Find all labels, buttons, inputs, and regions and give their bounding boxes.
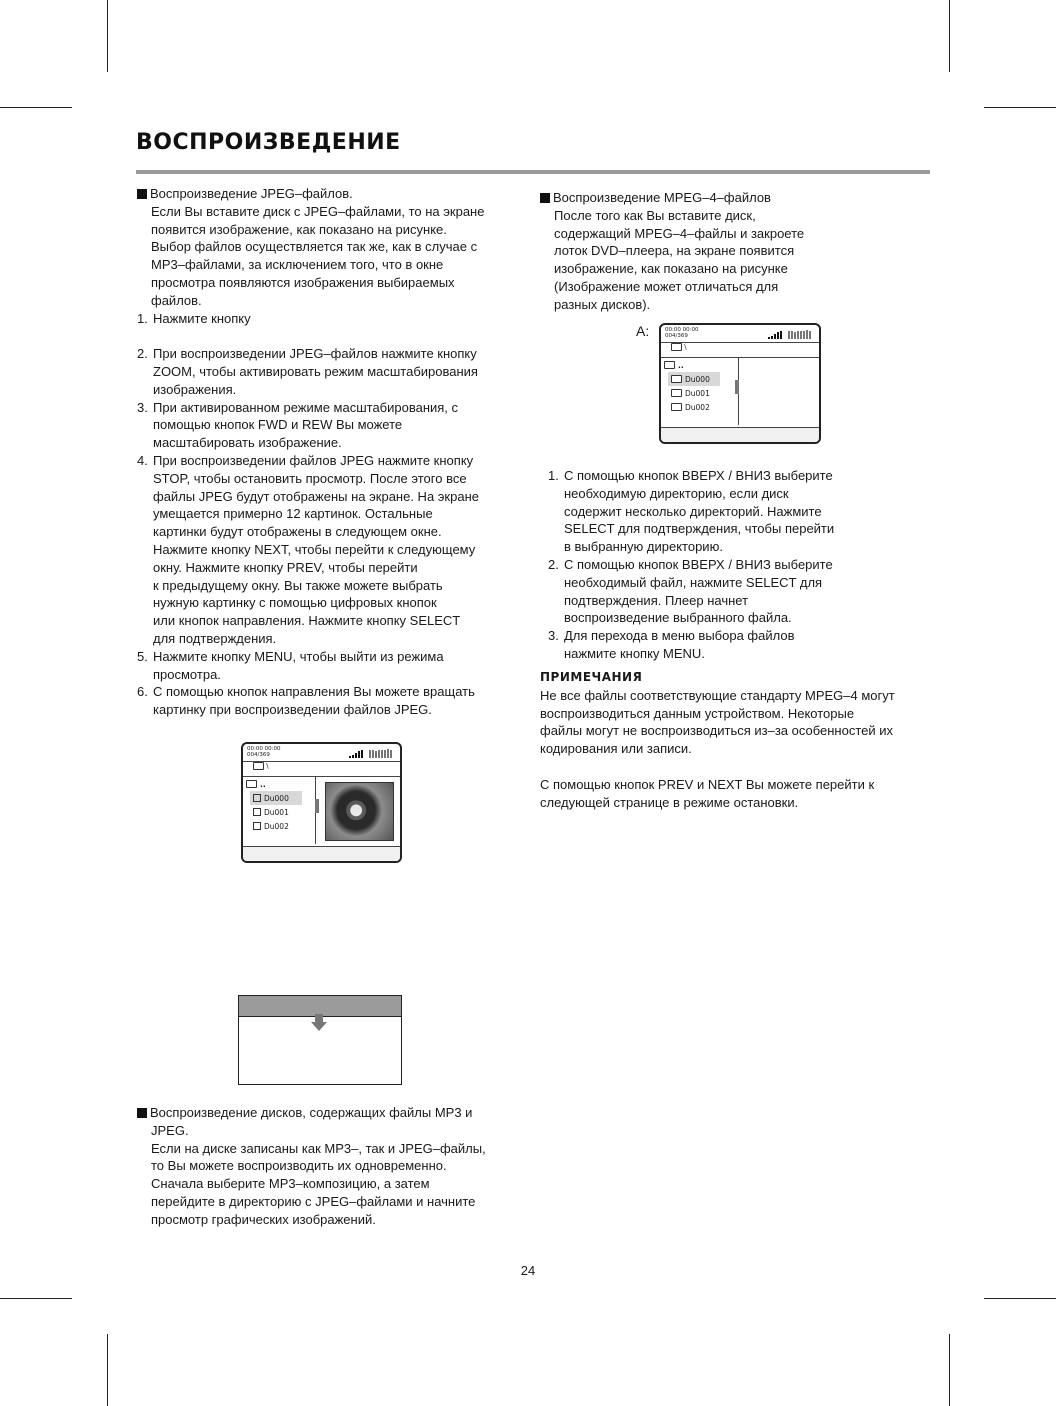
step-5: 5. Нажмите кнопку MENU, чтобы выйти из режима просмотра.: [137, 648, 444, 682]
jpeg-intro: Если Вы вставите диск с JPEG–файлами, то на экране появится изображение, как показано на рисунке. Выбор файлов осуществляется так же, как в случае с MP3–файлами, за исключением того, что в окне просмотра появляются изображения выбираемых файлов.: [151, 203, 485, 308]
page-title: ВОСПРОИЗВЕДЕНИЕ: [136, 130, 401, 155]
level-meter-icon: [349, 748, 392, 758]
image-file-icon: [253, 822, 261, 830]
down-arrow-head: [311, 1022, 327, 1031]
screen-footer: [661, 427, 819, 442]
crop-mark: [0, 107, 72, 108]
folder-icon: [671, 343, 682, 351]
mpeg-browser-screen: [659, 323, 821, 444]
square-bullet-icon: [137, 1108, 147, 1118]
screen-footer: [243, 846, 400, 861]
square-bullet-icon: [540, 193, 550, 203]
list-item-up[interactable]: ..: [243, 777, 315, 791]
list-item[interactable]: Du001: [250, 805, 315, 819]
screen-path-row: \: [661, 343, 819, 358]
folder-icon: [664, 361, 675, 369]
figure-label: A:: [636, 323, 650, 339]
screen-path-row: \: [243, 762, 400, 777]
title-rule: [136, 170, 930, 174]
crop-mark: [107, 0, 108, 72]
step-2: 2. С помощью кнопок ВВЕРХ / ВНИЗ выберите необходимый файл, нажмите SELECT для подтверждения. Плеер начнет воспроизведение выбранного файла.: [548, 556, 833, 626]
list-item[interactable]: Du002: [668, 400, 735, 414]
mp3-jpeg-section: Воспроизведение дисков, содержащих файлы MP3 и JPEG. Если на диске записаны как MP3–, так и JPEG–файлы, то Вы можете воспроизводить их одновременно. Сначала выберите MP3–композицию, а затем перейдите в директорию с JPEG–файлами и начните просмотр графических изображений.: [137, 1104, 527, 1229]
step-6: 6. С помощью кнопок направления Вы можете вращать картинку при воспроизведении файлов JPEG.: [137, 684, 475, 718]
screen-status-bar: 00:00 00:00 004/369: [243, 744, 400, 762]
step-1: 1. Нажмите кнопку: [137, 310, 251, 326]
scrollbar[interactable]: [735, 380, 739, 394]
mpeg-heading: Воспроизведение MPEG–4–файлов: [540, 189, 935, 207]
folder-icon: [671, 389, 682, 397]
mp3-heading: Воспроизведение дисков, содержащих файлы MP3 и: [137, 1104, 527, 1122]
folder-icon: [246, 780, 257, 788]
file-list: [243, 777, 315, 833]
step-3: 3. Для перехода в меню выбора файлов нажмите кнопку MENU.: [548, 628, 795, 661]
mpeg-steps-section: [548, 467, 938, 663]
jpeg-heading: Воспроизведение JPEG–файлов.: [137, 185, 527, 203]
step-4: 4. При воспроизведении файлов JPEG нажмите кнопку STOP, чтобы остановить просмотр. После этого все файлы JPEG будут отображены на экране. На экране умещается примерно 12 картинок. Остальные картинки будут отображены в следующем окне. Нажмите кнопку NEXT, чтобы перейти к следующему окну. Нажмите кнопку PREV, чтобы перейти к предыдущему окну. Вы также можете выбрать нужную картинку с помощью цифровых кнопок или кнопок направления. Нажмите кнопку SELECT для подтверждения.: [137, 452, 479, 646]
crop-mark: [107, 1334, 108, 1406]
list-item[interactable]: Du000: [668, 372, 720, 386]
down-arrow-icon: [315, 1014, 323, 1022]
flower-preview-image: [325, 782, 394, 841]
crop-mark: [0, 1298, 72, 1299]
mpeg-steps: [548, 467, 938, 663]
jpeg-browser-screen: [241, 742, 402, 863]
step-1: 1. С помощью кнопок ВВЕРХ / ВНИЗ выберите необходимую директорию, если диск содержит несколько директорий. Нажмите SELECT для подтверждения, чтобы перейти в выбранную директорию.: [548, 468, 835, 555]
list-item[interactable]: Du001: [668, 386, 735, 400]
level-meter-icon: [768, 329, 811, 339]
crop-mark: [949, 1334, 950, 1406]
list-item[interactable]: Du000: [250, 791, 302, 805]
step-3: 3. При активированном режиме масштабирования, с помощью кнопок FWD и REW Вы можете масштабировать изображение.: [137, 399, 459, 451]
folder-icon: [253, 762, 264, 770]
notes-title: ПРИМЕЧАНИЯ: [540, 670, 643, 684]
notes-section: ПРИМЕЧАНИЯ Не все файлы соответствующие стандарту MPEG–4 могут воспроизводиться данным устройством. Некоторые файлы могут не воспроизводиться из–за особенностей их кодирования или записи. С помощью кнопок PREV и NEXT Вы можете перейти к следующей странице в режиме остановки.: [540, 669, 940, 811]
image-file-icon: [253, 808, 261, 816]
step-2: 2. При воспроизведении JPEG–файлов нажмите кнопку ZOOM, чтобы активировать режим масштабирования изображения.: [137, 346, 478, 397]
crop-mark: [984, 107, 1056, 108]
list-item[interactable]: Du002: [250, 819, 315, 833]
file-list: [661, 358, 735, 414]
scrollbar[interactable]: [315, 799, 319, 813]
page-number: 24: [520, 1263, 536, 1278]
screen-status-bar: 00:00 00:00 004/369: [661, 325, 819, 343]
square-bullet-icon: [137, 189, 147, 199]
image-file-icon: [253, 794, 261, 802]
folder-icon: [671, 375, 682, 383]
left-column: [137, 185, 527, 719]
empty-screen-box: [238, 995, 402, 1085]
list-item-up[interactable]: ..: [661, 358, 735, 372]
crop-mark: [949, 0, 950, 72]
right-column: Воспроизведение MPEG–4–файлов После того как Вы вставите диск, содержащий MPEG–4–файлы и закроете лоток DVD–плеера, на экране появится изображение, как показано на рисунке (Изображение может отличаться для разных дисков).: [540, 189, 935, 314]
crop-mark: [984, 1298, 1056, 1299]
jpeg-steps: [137, 310, 527, 719]
folder-icon: [671, 403, 682, 411]
